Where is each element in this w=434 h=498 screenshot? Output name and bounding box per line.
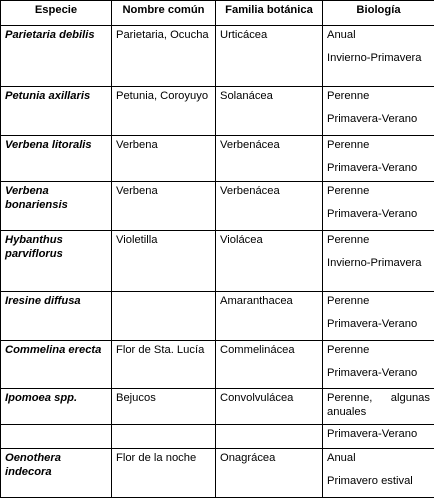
biology-cell xyxy=(323,26,434,87)
table-row xyxy=(1,182,434,231)
table-row xyxy=(1,449,434,498)
table-row xyxy=(1,26,434,87)
biology-season: Primavera-Verano xyxy=(327,317,418,330)
header-nombre-comun: Nombre común xyxy=(112,1,216,26)
header-biologia: Biología xyxy=(323,1,434,26)
family-cell xyxy=(216,425,323,449)
table-row xyxy=(1,87,434,136)
species-cell: Iresine diffusa xyxy=(1,292,112,341)
species-cell: Verbena litoralis xyxy=(1,136,112,182)
table-row xyxy=(1,231,434,292)
biology-cell xyxy=(323,87,434,136)
biology-word: anuales xyxy=(327,405,367,418)
family-cell: Amaranthacea xyxy=(216,292,323,341)
biology-cell xyxy=(323,341,434,389)
species-cell: Oenothera indecora xyxy=(1,449,112,498)
header-especie: Especie xyxy=(1,1,112,26)
family-cell: Violácea xyxy=(216,231,323,292)
family-cell: Convolvulácea xyxy=(216,389,323,425)
biology-word: Perenne, xyxy=(327,392,373,404)
common-name-cell: Bejucos xyxy=(112,389,216,425)
biology-cell: Primavera-Verano xyxy=(323,425,434,449)
species-cell: Hybanthus parviflorus xyxy=(1,231,112,292)
common-name-cell: Flor de Sta. Lucía xyxy=(112,341,216,389)
biology-season: Primavera-Verano xyxy=(327,161,418,174)
family-cell: Solanácea xyxy=(216,87,323,136)
species-cell: Petunia axillaris xyxy=(1,87,112,136)
biology-type: Perenne xyxy=(327,295,370,307)
species-cell: Ipomoea spp. xyxy=(1,389,112,425)
common-name-cell xyxy=(112,425,216,449)
common-name-cell: Violetilla xyxy=(112,231,216,292)
biology-season: Primavera-Verano xyxy=(327,112,418,125)
common-name-cell: Verbena xyxy=(112,136,216,182)
common-name-cell xyxy=(112,292,216,341)
biology-season: Invierno-Primavera xyxy=(327,51,422,64)
biology-cell xyxy=(323,136,434,182)
table-row xyxy=(1,136,434,182)
family-cell: Verbenácea xyxy=(216,136,323,182)
header-row xyxy=(1,1,434,26)
biology-type: Perenne xyxy=(327,90,370,102)
header-familia: Familia botánica xyxy=(216,1,323,26)
common-name-cell: Flor de la noche xyxy=(112,449,216,498)
biology-cell xyxy=(323,231,434,292)
family-cell: Verbenácea xyxy=(216,182,323,231)
family-cell: Urticácea xyxy=(216,26,323,87)
table-row xyxy=(1,389,434,425)
species-cell xyxy=(1,425,112,449)
common-name-cell: Verbena xyxy=(112,182,216,231)
biology-season: Primavera-Verano xyxy=(327,366,418,379)
family-cell: Onagrácea xyxy=(216,449,323,498)
biology-type: Anual xyxy=(327,29,356,41)
species-cell: Parietaria debilis xyxy=(1,26,112,87)
biology-justified-line xyxy=(327,392,430,406)
species-cell: Commelina erecta xyxy=(1,341,112,389)
biology-season: Invierno-Primavera xyxy=(327,256,422,269)
biology-cell xyxy=(323,182,434,231)
common-name-cell: Petunia, Coroyuyo xyxy=(112,87,216,136)
biology-type: Perenne xyxy=(327,185,370,197)
table-row xyxy=(1,292,434,341)
biology-type: Perenne xyxy=(327,139,370,151)
biology-type: Anual xyxy=(327,452,356,464)
table-row xyxy=(1,341,434,389)
biology-cell xyxy=(323,389,434,425)
biology-season: Primavera-Verano xyxy=(327,207,418,220)
biology-type: Perenne xyxy=(327,344,370,356)
biology-type: Perenne xyxy=(327,234,370,246)
biology-word: algunas xyxy=(390,392,430,404)
biology-season: Primavero estival xyxy=(327,474,413,487)
table-row xyxy=(1,425,434,449)
biology-cell xyxy=(323,449,434,498)
common-name-cell: Parietaria, Ocucha xyxy=(112,26,216,87)
family-cell: Commelinácea xyxy=(216,341,323,389)
biology-cell xyxy=(323,292,434,341)
species-cell: Verbena bonariensis xyxy=(1,182,112,231)
